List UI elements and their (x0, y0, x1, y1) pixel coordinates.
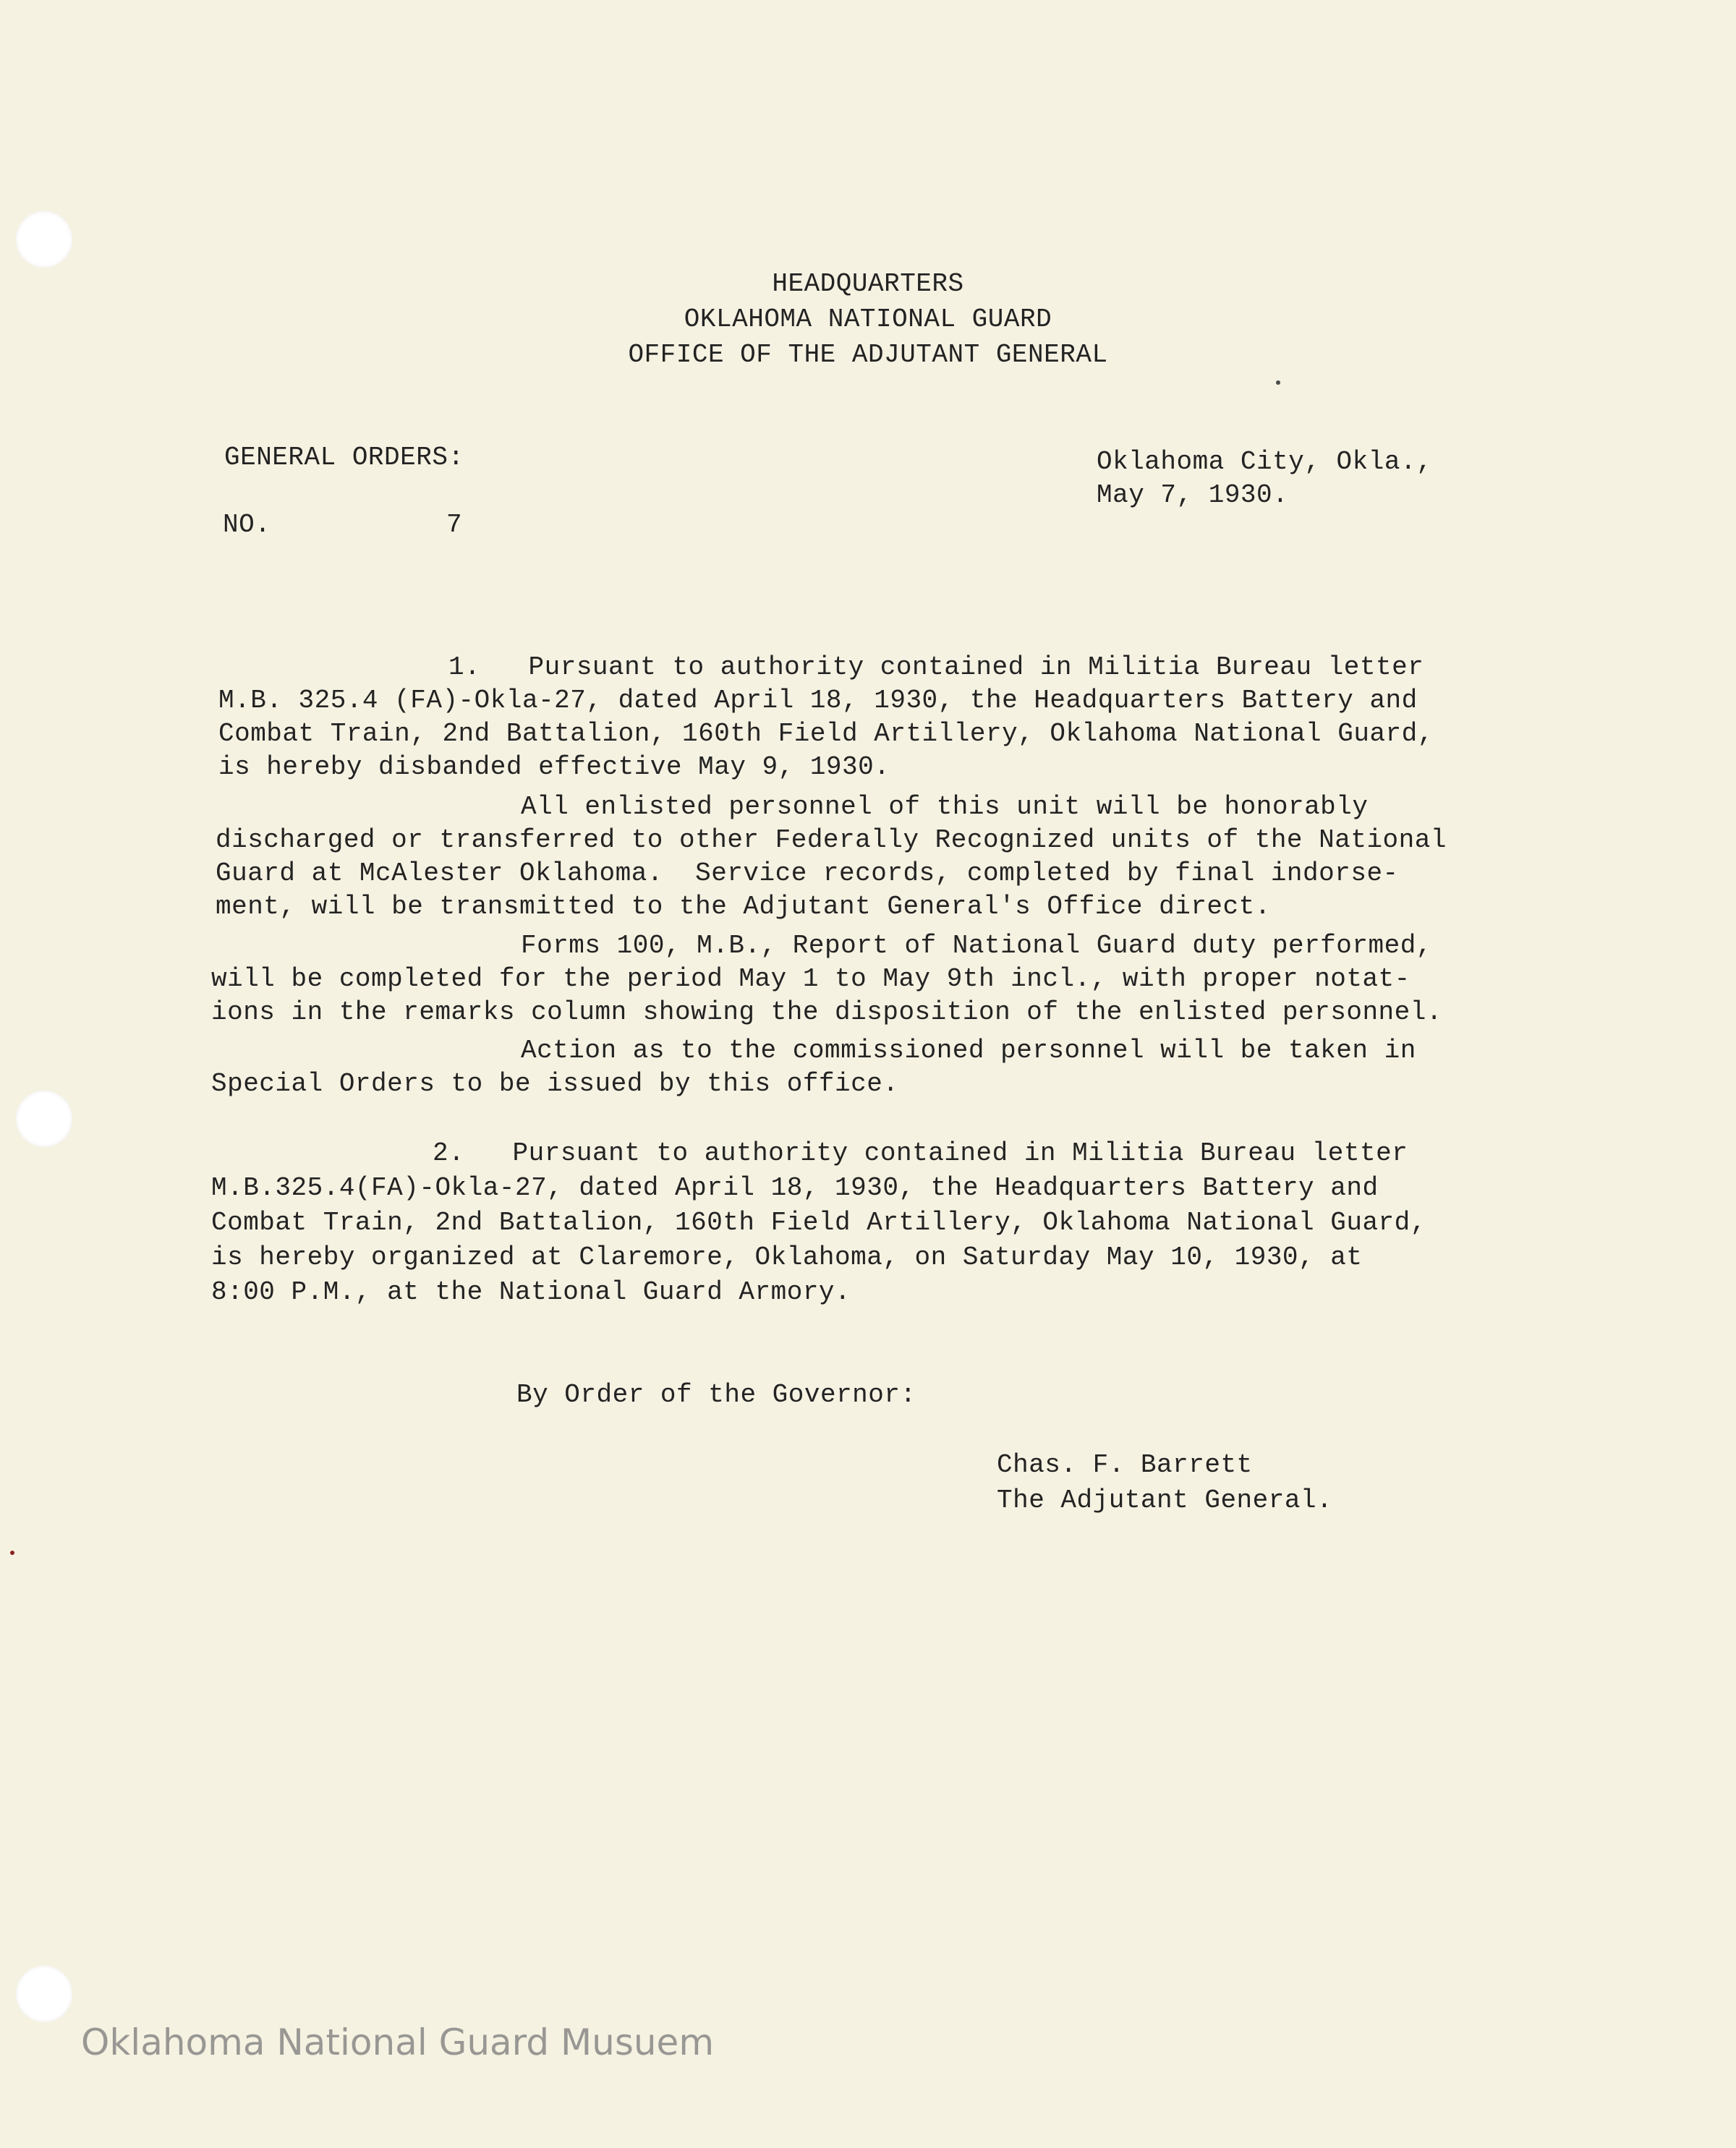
para1-line-1: 1. Pursuant to authority contained in Militia Bureau letter (448, 652, 1424, 682)
para1-sub2-line-2: will be completed for the period May 1 to May 9th incl., with proper notat- (211, 964, 1410, 994)
binder-hole-top (16, 211, 72, 268)
museum-watermark: Oklahoma National Guard Musuem (81, 2021, 715, 2063)
para1-sub1-line-1: All enlisted personnel of this unit will be honorably (521, 792, 1369, 822)
para2-line-5: 8:00 P.M., at the National Guard Armory. (211, 1277, 851, 1307)
para1-sub3-line-2: Special Orders to be issued by this office. (211, 1069, 899, 1099)
paper-speck (1276, 380, 1280, 385)
binder-hole-bottom (16, 1966, 72, 2022)
para1-sub3-line-1: Action as to the commissioned personnel will be taken in (521, 1036, 1416, 1065)
order-number-label: NO. (223, 510, 271, 540)
signer-title: The Adjutant General. (997, 1486, 1333, 1515)
order-number: 7 (446, 510, 463, 540)
binder-hole-middle (16, 1091, 72, 1147)
para1-sub1-line-4: ment, will be transmitted to the Adjutant General's Office direct. (216, 892, 1271, 921)
para1-sub1-line-2: discharged or transferred to other Federally Recognized units of the National (216, 825, 1447, 855)
header-line-1: HEADQUARTERS (772, 269, 964, 299)
general-orders-label: GENERAL ORDERS: (224, 443, 464, 472)
place-line: Oklahoma City, Okla., (1097, 447, 1433, 477)
date-line: May 7, 1930. (1097, 480, 1289, 510)
para1-line-2: M.B. 325.4 (FA)-Okla-27, dated April 18, 1930, the Headquarters Battery and (218, 686, 1418, 715)
para2-line-4: is hereby organized at Claremore, Oklahoma, on Saturday May 10, 1930, at (211, 1243, 1363, 1272)
para1-line-4: is hereby disbanded effective May 9, 1930. (218, 752, 890, 782)
para1-sub1-line-3: Guard at McAlester Oklahoma. Service records, completed by final indorse- (216, 858, 1399, 888)
para2-line-1: 2. Pursuant to authority contained in Militia Bureau letter (433, 1138, 1408, 1168)
by-order-line: By Order of the Governor: (516, 1380, 916, 1410)
para2-line-3: Combat Train, 2nd Battalion, 160th Field Artillery, Oklahoma National Guard, (211, 1208, 1426, 1237)
para1-line-3: Combat Train, 2nd Battalion, 160th Field Artillery, Oklahoma National Guard, (218, 719, 1434, 749)
header-line-3: OFFICE OF THE ADJUTANT GENERAL (628, 340, 1108, 370)
signer-name: Chas. F. Barrett (997, 1450, 1253, 1480)
para2-line-2: M.B.325.4(FA)-Okla-27, dated April 18, 1930, the Headquarters Battery and (211, 1173, 1379, 1203)
para1-sub2-line-3: ions in the remarks column showing the disposition of the enlisted personnel. (211, 997, 1442, 1027)
para1-sub2-line-1: Forms 100, M.B., Report of National Guard duty performed, (521, 931, 1432, 960)
paper-speck (10, 1551, 14, 1555)
header-line-2: OKLAHOMA NATIONAL GUARD (684, 304, 1052, 334)
